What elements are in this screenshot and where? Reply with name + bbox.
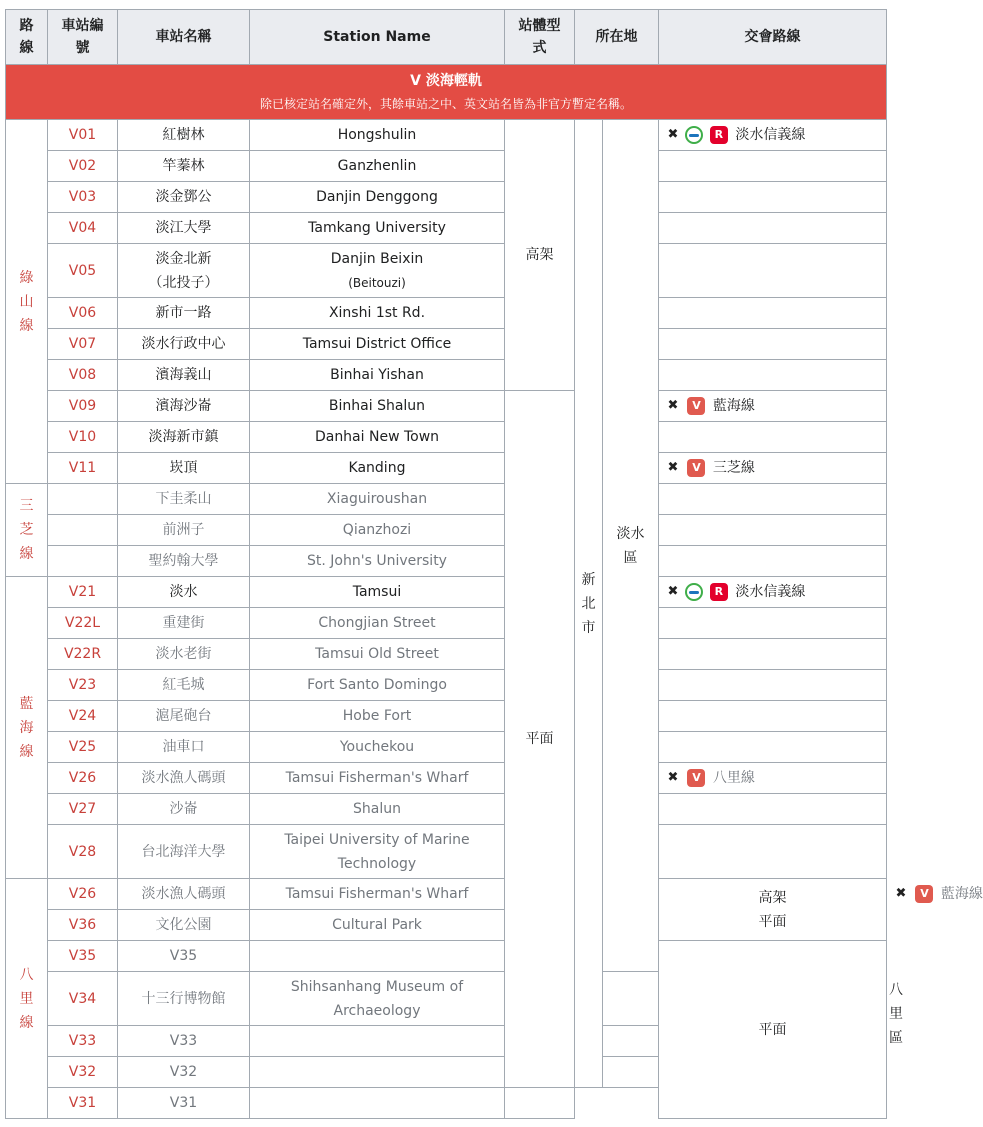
table-row [6,422,887,453]
station-name-en: Hobe Fort [250,701,505,732]
station-name-zh-main: 淡金北新 [155,250,212,267]
transfer-cell [659,213,887,244]
table-row [6,825,887,879]
transfer-cell [659,391,887,422]
station-name-zh: 下圭柔山 [118,484,250,515]
station-code: V04 [48,213,118,244]
transfer-cell [659,608,887,639]
station-name-en-alt: Technology [337,855,417,872]
station-name-zh[interactable]: 淡金鄧公 [118,182,250,213]
transfer-cell [659,763,887,794]
transfer-cell [659,546,887,577]
transfer-cell [659,360,887,391]
table-row [6,244,887,298]
transfer-line-link[interactable]: 藍海線 [712,398,755,414]
station-name-en: Tamsui [250,577,505,608]
light-rail-badge-icon: V [687,769,705,787]
transfer-cell [659,670,887,701]
station-name-en: Fort Santo Domingo [250,670,505,701]
station-name-en: Tamsui Fisherman's Wharf [250,879,505,910]
line-blue-sea: 藍 海 線 [6,577,48,879]
station-code [48,546,118,577]
station-name-en [250,972,505,1026]
station-name-en: Tamkang University [250,213,505,244]
header-row [6,10,887,65]
table-row [6,329,887,360]
station-code: V06 [48,298,118,329]
station-code: V03 [48,182,118,213]
station-code: V26 [48,763,118,794]
transfer-line-link[interactable]: 藍海線 [940,886,983,902]
transfer-line-link[interactable]: 三芝線 [712,460,755,476]
station-name-zh: 十三行博物館 [118,972,250,1026]
transfer-cell [505,1088,575,1119]
station-name-en: Xiaguiroushan [250,484,505,515]
station-name-en: Qianzhozi [250,515,505,546]
table-row [6,213,887,244]
station-name-en: Binhai Shalun [250,391,505,422]
station-table [5,9,983,1119]
station-code: V10 [48,422,118,453]
station-name-en: Danjin Denggong [250,182,505,213]
station-name-en-main: Shihsanhang Museum of [290,978,464,995]
transfer-cell [659,577,887,608]
header-transfer: 交會路線 [659,10,887,65]
table-row [6,360,887,391]
station-name-en: Hongshulin [250,120,505,151]
transfer-line-link[interactable]: 淡水信義線 [735,584,806,600]
transfer-cell [659,151,887,182]
transfer-cell [603,1057,659,1088]
table-row [6,151,887,182]
station-name-en-alt: (Beitouzi) [348,275,406,290]
station-code: V31 [48,1088,118,1119]
station-name-en: Tamsui District Office [250,329,505,360]
transfer-cell [659,244,887,298]
station-name-zh: 紅毛城 [118,670,250,701]
structure-ground-bali: 平面 [659,941,887,1119]
transfer-cross-icon: ✖ [667,127,679,142]
station-name-en: Kanding [250,453,505,484]
table-row [6,515,887,546]
station-name-zh[interactable]: 淡水 [118,577,250,608]
station-name-zh: 聖約翰大學 [118,546,250,577]
station-name-zh: 淡水漁人碼頭 [118,879,250,910]
station-name-zh[interactable]: 新市一路 [118,298,250,329]
structure-mixed: 高架 平面 [659,879,887,941]
location-tamsui[interactable]: 淡水 區 [603,120,659,972]
station-name-en [250,244,505,298]
transfer-cell [659,182,887,213]
station-code: V11 [48,453,118,484]
station-code: V22L [48,608,118,639]
station-name-en: St. John's University [250,546,505,577]
transfer-cell [659,484,887,515]
station-name-en-alt: Archaeology [333,1002,421,1019]
table-row: V36 文化公園 Cultural Park 八里 區 [6,910,887,941]
transfer-cross-icon: ✖ [667,460,679,475]
station-name-zh: 重建街 [118,608,250,639]
table-row [6,941,887,972]
table-row [6,670,887,701]
station-code: V33 [48,1026,118,1057]
station-name-en: Shalun [250,794,505,825]
light-rail-badge-icon: V [915,885,933,903]
table-row [6,484,887,515]
station-name-en: Binhai Yishan [250,360,505,391]
header-name-en: Station Name [250,10,505,65]
table-row [6,577,887,608]
station-code: V36 [48,910,118,941]
station-name-zh: 淡水漁人碼頭 [118,763,250,794]
table-row [6,120,887,151]
station-name-zh[interactable]: 紅樹林 [118,120,250,151]
table-row [6,298,887,329]
station-code: V09 [48,391,118,422]
station-name-zh[interactable]: 淡海新市鎮 [118,422,250,453]
structure-ground: 平面 [505,391,575,1088]
table-row [6,182,887,213]
red-line-badge-icon: R [710,583,728,601]
station-name-en [250,941,505,972]
table-row [6,732,887,763]
table-row [6,879,887,910]
banner-cell [6,65,887,120]
station-name-en: Tamsui Fisherman's Wharf [250,763,505,794]
station-name-zh[interactable]: 淡江大學 [118,213,250,244]
station-code: V07 [48,329,118,360]
line-sanzhi: 三 芝 線 [6,484,48,577]
station-name-zh: V33 [118,1026,250,1057]
station-name-en: Xinshi 1st Rd. [250,298,505,329]
transfer-line-link[interactable]: 八里線 [712,770,755,786]
structure-elevated: 高架 [505,120,575,391]
station-name-en [250,1026,505,1057]
taipei-metro-logo-icon [685,583,703,601]
transfer-cell [659,794,887,825]
station-name-en-main: Danjin Beixin [330,250,424,267]
transfer-cell [659,453,887,484]
transfer-cell [659,329,887,360]
station-code: V27 [48,794,118,825]
station-name-zh-alt: （北投子） [148,274,219,291]
table-row [6,639,887,670]
station-code: V23 [48,670,118,701]
station-name-zh: 沙崙 [118,794,250,825]
transfer-cross-icon: ✖ [667,584,679,599]
header-route: 路 線 [6,10,48,65]
station-code: V34 [48,972,118,1026]
station-name-zh: 前洲子 [118,515,250,546]
station-name-zh: 台北海洋大學 [118,825,250,879]
transfer-cell [659,639,887,670]
banner-subtitle: 除已核定站名確定外，其餘車站之中、英文站名皆為非官方暫定名稱。 [259,97,632,111]
transfer-cross-icon: ✖ [667,398,679,413]
station-name-zh[interactable]: 崁頂 [118,453,250,484]
transfer-cell [659,120,887,151]
transfer-cell [659,515,887,546]
station-code: V26 [48,879,118,910]
station-code [48,515,118,546]
banner-title: V 淡海輕軌 [410,73,482,89]
transfer-cell [659,825,887,879]
light-rail-badge-icon: V [687,397,705,415]
station-code: V21 [48,577,118,608]
transfer-cell [603,1026,659,1057]
station-code: V08 [48,360,118,391]
transfer-cell [659,701,887,732]
transfer-cell [659,732,887,763]
table-row [6,608,887,639]
station-name-zh: V31 [118,1088,250,1119]
station-name-en [250,1088,505,1119]
header-code: 車站編 號 [48,10,118,65]
station-code: V01 [48,120,118,151]
transfer-cross-icon: ✖ [667,770,679,785]
header-location: 所在地 [575,10,659,65]
transfer-cell [659,298,887,329]
station-code: V24 [48,701,118,732]
station-code: V25 [48,732,118,763]
transfer-cell [659,422,887,453]
red-line-badge-icon: R [710,126,728,144]
station-name-zh: 滬尾砲台 [118,701,250,732]
station-name-en: Cultural Park [250,910,505,941]
station-name-zh[interactable]: 濱海義山 [118,360,250,391]
transfer-cell [603,972,659,1026]
header-name-zh: 車站名稱 [118,10,250,65]
header-structure: 站體型 式 [505,10,575,65]
station-code: V32 [48,1057,118,1088]
banner-row [6,65,887,120]
transfer-cross-icon: ✖ [895,886,907,901]
station-name-zh[interactable]: 濱海沙崙 [118,391,250,422]
station-name-en-main: Taipei University of Marine [284,831,470,848]
table-row [6,391,887,422]
station-name-zh: V32 [118,1057,250,1088]
station-name-zh[interactable]: 淡水行政中心 [118,329,250,360]
location-city[interactable]: 新 北 市 [575,120,603,1088]
station-name-en: Danhai New Town [250,422,505,453]
table-row [6,763,887,794]
table-row [6,453,887,484]
station-name-zh: 油車口 [118,732,250,763]
table-row [6,546,887,577]
station-code: V22R [48,639,118,670]
taipei-metro-logo-icon [685,126,703,144]
station-name-en: Ganzhenlin [250,151,505,182]
light-rail-badge-icon: V [687,459,705,477]
table-row [6,794,887,825]
station-name-en [250,1057,505,1088]
station-name-en: Tamsui Old Street [250,639,505,670]
line-bali: 八 里 線 [6,879,48,1119]
station-code [48,484,118,515]
station-name-zh: 文化公園 [118,910,250,941]
line-green-mountain: 綠 山 線 [6,120,48,484]
station-name-zh[interactable] [118,244,250,298]
station-code: V02 [48,151,118,182]
table-row [6,701,887,732]
station-code: V35 [48,941,118,972]
station-code: V28 [48,825,118,879]
station-name-zh[interactable]: 竿蓁林 [118,151,250,182]
station-name-zh: V35 [118,941,250,972]
transfer-line-link[interactable]: 淡水信義線 [735,127,806,143]
station-name-en: Chongjian Street [250,608,505,639]
station-name-en: Youchekou [250,732,505,763]
station-name-zh: 淡水老街 [118,639,250,670]
station-code: V05 [48,244,118,298]
station-name-en [250,825,505,879]
